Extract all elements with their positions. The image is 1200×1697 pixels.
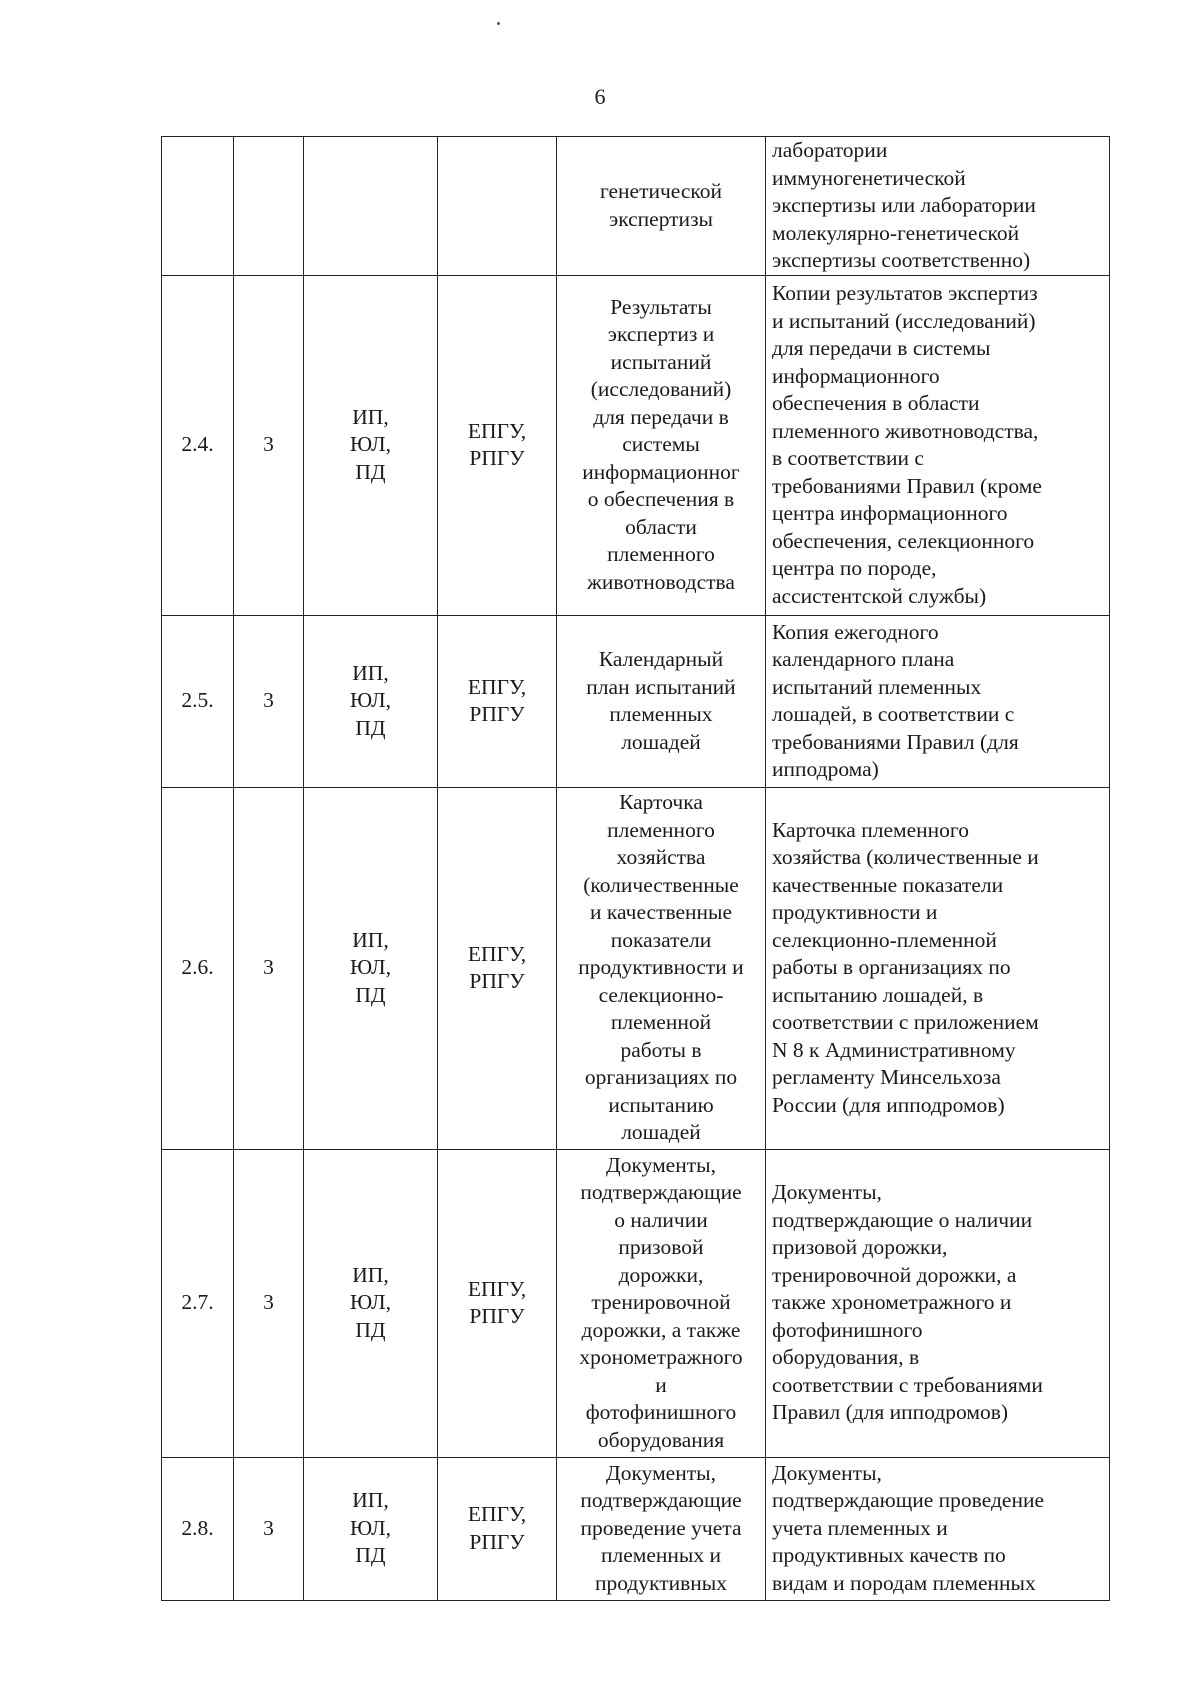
cell-line: испытаний племенных: [772, 674, 982, 699]
cell-line: Копия ежегодного: [772, 619, 939, 644]
cell-document-description: [766, 275, 1110, 615]
cell-line: хронометражного: [579, 1345, 743, 1370]
cell-line: обеспечения, селекционного: [772, 528, 1035, 553]
cell-line: и: [655, 1372, 667, 1397]
cell-line: Календарный: [598, 647, 724, 671]
cell-line: испытанию: [608, 1092, 714, 1117]
cell-document-description: [766, 615, 1110, 787]
cell-line: ЕПГУ,: [467, 674, 527, 699]
cell-line: ЕПГУ,: [467, 941, 527, 966]
cell-line: также хронометражного и: [772, 1290, 1012, 1315]
cell-line: лошадей: [621, 1120, 701, 1145]
cell-line: иммуногенетической: [772, 165, 966, 190]
cell-line: ЮЛ,: [350, 688, 391, 713]
cell-line: проведение учета: [580, 1515, 742, 1540]
cell-line: продуктивных: [595, 1570, 727, 1595]
cell-line: лошадей: [621, 729, 701, 754]
page-number: 6: [594, 84, 606, 109]
cell-applicant: [304, 1149, 438, 1457]
cell-term: 3: [234, 1149, 304, 1457]
cell-channel: [438, 1149, 557, 1457]
cell-line: хозяйства: [616, 845, 706, 870]
cell-line: ИП,: [352, 660, 389, 685]
cell-line: системы: [622, 432, 700, 457]
cell-line: ПД: [355, 1317, 386, 1342]
table-row: [162, 787, 1110, 1149]
cell-line: ПД: [355, 982, 386, 1007]
cell-line: требованиями Правил (кроме: [772, 473, 1042, 498]
cell-line: для передачи в: [593, 404, 729, 429]
cell-line: дорожки,: [618, 1262, 704, 1287]
cell-line: качественные показатели: [772, 872, 1004, 897]
cell-line: животноводства: [587, 569, 735, 594]
cell-line: России (для ипподромов): [772, 1092, 1005, 1117]
cell-num: 2.8.: [162, 1457, 234, 1600]
cell-line: ЕПГУ,: [467, 418, 527, 443]
cell-channel: [438, 137, 557, 276]
table-row: [162, 1457, 1110, 1600]
cell-num: 2.4.: [162, 275, 234, 615]
cell-line: соответствии с приложением: [772, 1010, 1039, 1035]
cell-line: организациях по: [584, 1065, 738, 1090]
cell-line: подтверждающие: [580, 1180, 742, 1205]
cell-line: продуктивности и: [578, 955, 744, 980]
cell-line: регламенту Минсельхоза: [772, 1065, 1001, 1090]
cell-line: продуктивных качеств по: [772, 1543, 1006, 1568]
cell-line: Карточка: [619, 790, 703, 815]
cell-line: информационног: [582, 459, 740, 484]
cell-line: испытанию лошадей, в: [772, 982, 984, 1007]
cell-line: лошадей, в соответствии с: [772, 702, 1015, 726]
cell-line: для передачи в системы: [772, 336, 991, 360]
cell-line: призовой: [618, 1235, 704, 1260]
cell-line: ИП,: [352, 404, 389, 429]
table-row: [162, 137, 1110, 276]
cell-line: (количественные: [583, 872, 739, 897]
cell-line: фотофинишного: [585, 1400, 737, 1425]
cell-channel: [438, 787, 557, 1149]
cell-line: центра информационного: [772, 501, 1008, 525]
cell-line: о обеспечения в: [587, 487, 735, 512]
cell-num: 2.7.: [162, 1149, 234, 1457]
cell-line: ассистентской службы): [772, 583, 987, 608]
cell-line: Документы,: [606, 1460, 716, 1485]
cell-line: ИП,: [352, 1262, 389, 1287]
cell-line: экспертиз и: [607, 322, 715, 347]
table-row: [162, 615, 1110, 787]
cell-document-description: [766, 1457, 1110, 1600]
cell-applicant: [304, 1457, 438, 1600]
cell-line: призовой дорожки,: [772, 1235, 948, 1260]
cell-term: 3: [234, 275, 304, 615]
cell-line: соответствии с требованиями: [772, 1372, 1043, 1397]
cell-channel: [438, 1457, 557, 1600]
cell-line: о наличии: [614, 1207, 708, 1232]
cell-line: Карточка племенного: [772, 817, 969, 842]
cell-line: генетической: [599, 179, 723, 204]
cell-line: продуктивности и: [772, 900, 938, 925]
cell-line: молекулярно-генетической: [772, 220, 1020, 245]
cell-line: Документы,: [772, 1180, 882, 1205]
scan-speck: [497, 22, 500, 25]
cell-line: видам и породам племенных: [772, 1570, 1036, 1595]
cell-line: ПД: [355, 1543, 386, 1568]
cell-line: экспертизы: [608, 206, 714, 231]
cell-line: ЕПГУ,: [467, 1502, 527, 1526]
cell-line: экспертизы или лаборатории: [772, 193, 1036, 217]
cell-line: племенных: [609, 702, 713, 726]
cell-line: оборудования, в: [772, 1345, 920, 1370]
cell-line: дорожки, а также: [581, 1317, 741, 1342]
cell-applicant: [304, 615, 438, 787]
cell-line: работы в организациях по: [772, 955, 1011, 980]
cell-document-description: [766, 137, 1110, 276]
table-row: [162, 275, 1110, 615]
cell-line: информационного: [772, 363, 940, 388]
cell-line: ПД: [355, 459, 386, 484]
cell-line: испытаний: [610, 349, 712, 374]
cell-applicant: [304, 275, 438, 615]
cell-line: племенного: [607, 542, 715, 567]
cell-line: РПГУ: [469, 1529, 525, 1554]
table-row: [162, 1149, 1110, 1457]
cell-line: племенной: [610, 1010, 712, 1035]
cell-line: показатели: [610, 927, 712, 952]
cell-num: [162, 137, 234, 276]
cell-line: фотофинишного: [772, 1317, 923, 1342]
cell-line: ЮЛ,: [350, 1290, 391, 1315]
cell-channel: [438, 615, 557, 787]
cell-line: РПГУ: [469, 702, 525, 726]
services-table: [161, 136, 1110, 1601]
cell-line: племенного животноводства,: [772, 418, 1039, 443]
cell-document-description: [766, 1149, 1110, 1457]
cell-line: N 8 к Административному: [772, 1037, 1016, 1062]
cell-line: РПГУ: [469, 1304, 525, 1328]
cell-line: ИП,: [352, 927, 389, 952]
cell-line: обеспечения в области: [772, 391, 980, 415]
cell-document-description: [766, 787, 1110, 1149]
cell-document-name: [557, 787, 766, 1149]
cell-line: ипподрома): [772, 757, 879, 781]
cell-line: Копии результатов экспертиз: [772, 281, 1038, 305]
cell-line: подтверждающие: [580, 1488, 742, 1513]
cell-applicant: [304, 137, 438, 276]
cell-line: племенного: [607, 817, 715, 842]
cell-document-name: [557, 1457, 766, 1600]
cell-line: учета племенных и: [772, 1515, 948, 1540]
cell-document-name: [557, 1149, 766, 1457]
cell-line: ПД: [355, 715, 386, 740]
cell-line: Документы,: [772, 1460, 882, 1485]
cell-line: и испытаний (исследований): [772, 308, 1036, 333]
cell-line: ЕПГУ,: [467, 1276, 527, 1301]
cell-line: ИП,: [352, 1488, 389, 1513]
cell-document-name: [557, 615, 766, 787]
cell-line: РПГУ: [469, 969, 525, 993]
cell-line: селекционно-племенной: [772, 927, 997, 952]
cell-line: племенных и: [600, 1543, 721, 1568]
cell-line: тренировочной дорожки, а: [772, 1262, 1017, 1287]
cell-line: селекционно-: [598, 982, 724, 1007]
cell-line: области: [625, 514, 697, 539]
cell-line: Документы,: [606, 1152, 716, 1177]
cell-line: в соответствии с: [772, 446, 924, 470]
cell-line: Правил (для ипподромов): [772, 1400, 1009, 1425]
cell-line: (исследований): [590, 377, 732, 402]
cell-line: Результаты: [610, 294, 712, 319]
cell-line: план испытаний: [586, 674, 736, 699]
cell-line: ЮЛ,: [350, 432, 391, 457]
cell-line: хозяйства (количественные и: [772, 845, 1039, 870]
cell-document-name: [557, 275, 766, 615]
cell-num: 2.6.: [162, 787, 234, 1149]
cell-applicant: [304, 787, 438, 1149]
cell-line: ЮЛ,: [350, 1515, 391, 1540]
cell-line: календарного плана: [772, 647, 955, 671]
cell-line: лаборатории: [772, 138, 888, 162]
cell-term: 3: [234, 1457, 304, 1600]
cell-line: оборудования: [597, 1427, 725, 1452]
cell-line: центра по породе,: [772, 556, 937, 580]
cell-line: подтверждающие о наличии: [772, 1207, 1033, 1232]
cell-line: ЮЛ,: [350, 955, 391, 980]
cell-num: 2.5.: [162, 615, 234, 787]
cell-term: [234, 137, 304, 276]
cell-line: тренировочной: [591, 1290, 731, 1315]
cell-line: работы в: [620, 1037, 702, 1062]
cell-line: требованиями Правил (для: [772, 729, 1019, 754]
cell-line: подтверждающие проведение: [772, 1488, 1044, 1513]
cell-term: 3: [234, 787, 304, 1149]
cell-channel: [438, 275, 557, 615]
cell-term: 3: [234, 615, 304, 787]
cell-document-name: [557, 137, 766, 276]
cell-line: экспертизы соответственно): [772, 248, 1031, 272]
cell-line: и качественные: [589, 900, 733, 925]
cell-line: РПГУ: [469, 446, 525, 470]
